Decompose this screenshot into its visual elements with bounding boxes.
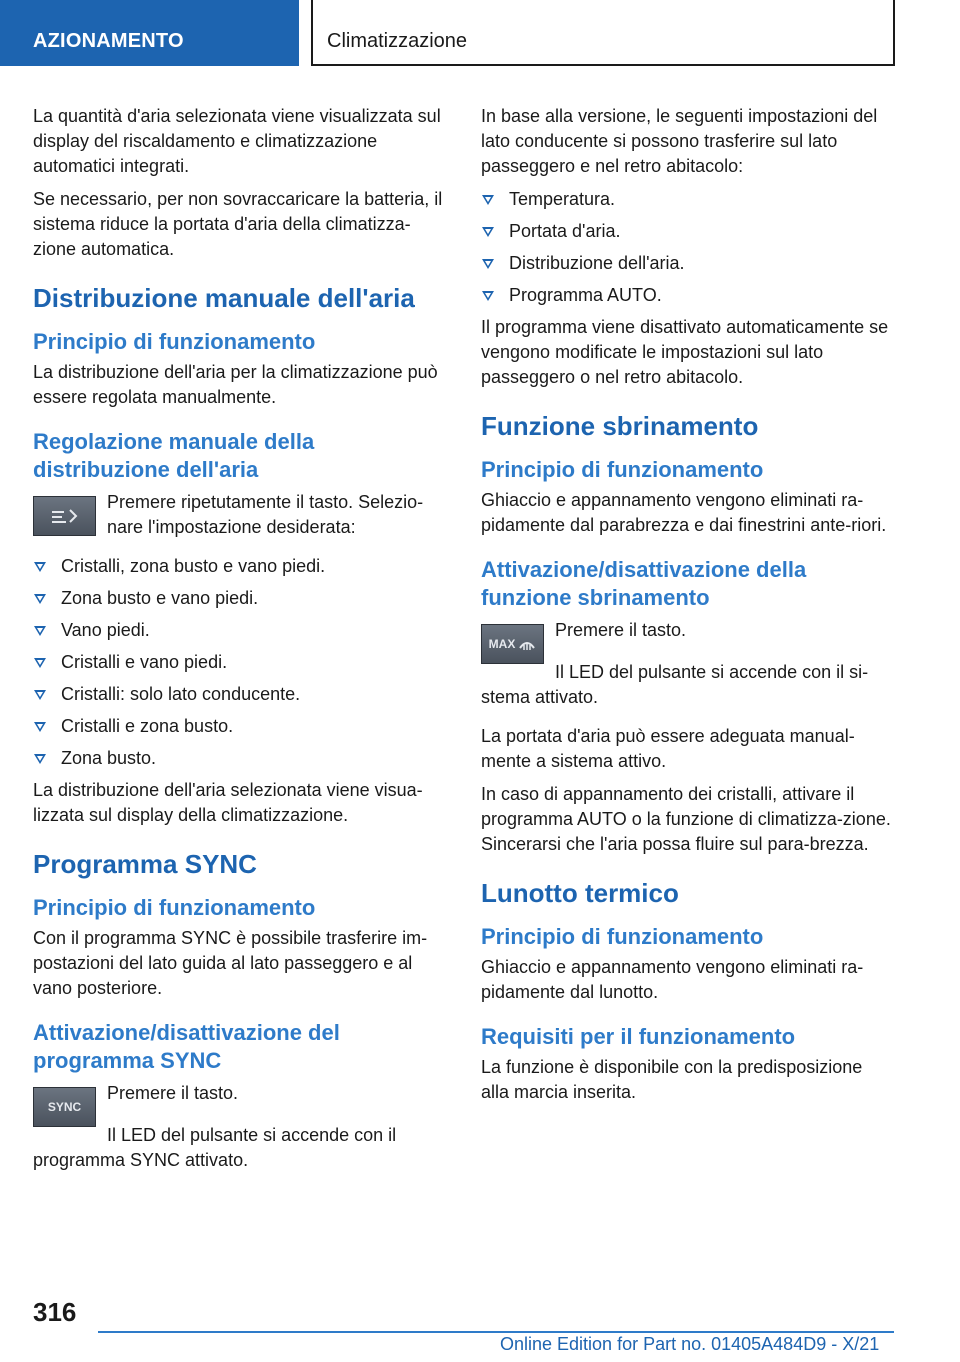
edition-text: Online Edition for Part no. 01405A484D9 - X/21 [500,1334,880,1354]
list-item: Vano piedi. [33,618,449,642]
press-repeatedly-text: Premere ripetutamente il tasto. Selezio‐nare l'impostazione desiderata: [107,492,424,537]
fogging-paragraph: In caso di appannamento dei cristalli, attivare il programma AUTO o la funzione di climatizza‐zione. Sincerarsi che l'aria possa fluire sul para‐brezza. [481,784,891,854]
requirements-paragraph: La funzione è disponibile con la predisposizione alla marcia inserita. [481,1057,863,1102]
manual-adjust-paragraph: La portata d'aria può essere adeguata manual‐mente a sistema attivo. [481,726,855,771]
heading-principle-3: Principio di funzionamento [481,457,764,482]
principle-1-paragraph: La distribuzione dell'aria per la climatizzazione può essere regolata manualmente. [33,362,438,407]
air-distribution-button-row [33,490,449,540]
defrost-paragraph: Ghiaccio e appannamento vengono eliminati ra‐pidamente dal parabrezza e dai finestrini ante‐riori. [481,490,887,535]
list-item: Distribuzione dell'aria. [481,251,895,275]
triangle-bullet-icon [482,259,494,269]
sync-button-row [33,1081,449,1123]
max-button-row [481,618,895,660]
page-number: 316 [33,1297,77,1327]
air-distribution-button-icon [33,496,96,536]
heading-rear-window: Lunotto termico [481,878,679,908]
left-column [33,104,449,1181]
list-item: Cristalli: solo lato conducente. [33,682,449,706]
version-paragraph: In base alla versione, le seguenti impostazioni del lato conducente si possono trasferire sul lato passeggero e nel retro abitacolo: [481,106,878,176]
list-item: Cristalli e zona busto. [33,714,449,738]
intro-paragraph-2: Se necessario, per non sovraccaricare la batteria, il sistema riduce la portata d'aria della climatizza‐zione automatica. [33,189,443,259]
chapter-title: Climatizzazione [311,0,895,66]
rear-paragraph: Ghiaccio e appannamento vengono eliminati ra‐pidamente dal lunotto. [481,957,864,1002]
max-label: MAX [488,637,516,651]
triangle-bullet-icon [482,195,494,205]
heading-manual-distribution: Distribuzione manuale dell'aria [33,283,415,313]
heading-defrost-activation: Attivazione/disattivazione della funzione sbrinamento [481,557,807,610]
max-led-text: Il LED del pulsante si accende con il si‐stema attivato. [481,662,869,707]
sync-paragraph: Con il programma SYNC è possibile trasferire im‐postazioni del lato guida al lato passeggero e al vano posteriore. [33,928,428,998]
triangle-bullet-icon [34,722,46,732]
heading-defrost: Funzione sbrinamento [481,411,759,441]
triangle-bullet-icon [482,227,494,237]
triangle-bullet-icon [34,658,46,668]
heading-principle-1: Principio di funzionamento [33,329,316,354]
page-header [0,0,960,66]
list-item: Portata d'aria. [481,219,895,243]
heading-principle-2: Principio di funzionamento [33,895,316,920]
triangle-bullet-icon [34,626,46,636]
max-defrost-button-icon [481,624,544,664]
list-item: Zona busto. [33,746,449,770]
heading-sync-activation: Attivazione/disattivazione del programma SYNC [33,1020,340,1073]
deactivated-paragraph: Il programma viene disattivato automaticamente se vengono modificate le impostazioni sul lato passeggero o nel retro abitacolo. [481,317,889,387]
list-item: Cristalli e vano piedi. [33,650,449,674]
section-tab: AZIONAMENTO [0,0,299,66]
list-item: Programma AUTO. [481,283,895,307]
triangle-bullet-icon [34,594,46,604]
sync-press-text: Premere il tasto. [107,1083,239,1103]
list-item: Cristalli, zona busto e vano piedi. [33,554,449,578]
triangle-bullet-icon [34,754,46,764]
heading-manual-regulation: Regolazione manuale della distribuzione dell'aria [33,429,315,482]
intro-paragraph-1: La quantità d'aria selezionata viene visualizzata sul display del riscaldamento e climatizzazione automatici integrati. [33,106,441,176]
heading-principle-4: Principio di funzionamento [481,924,764,949]
footer-divider [98,1331,894,1333]
sync-button-icon: SYNC [33,1087,96,1127]
triangle-bullet-icon [34,690,46,700]
heading-sync-program: Programma SYNC [33,849,257,879]
triangle-bullet-icon [34,562,46,572]
sync-led-text: Il LED del pulsante si accende con il programma SYNC attivato. [33,1125,397,1170]
list-item: Zona busto e vano piedi. [33,586,449,610]
triangle-bullet-icon [482,291,494,301]
sync-settings-list [481,187,895,307]
right-column [481,104,895,1113]
list-item: Temperatura. [481,187,895,211]
distribution-options-list [33,554,449,770]
max-press-text: Premere il tasto. [555,620,687,640]
distribution-shown-paragraph: La distribuzione dell'aria selezionata viene visua‐lizzata sul display della climatizzazione. [33,780,423,825]
heading-requirements: Requisiti per il funzionamento [481,1024,796,1049]
